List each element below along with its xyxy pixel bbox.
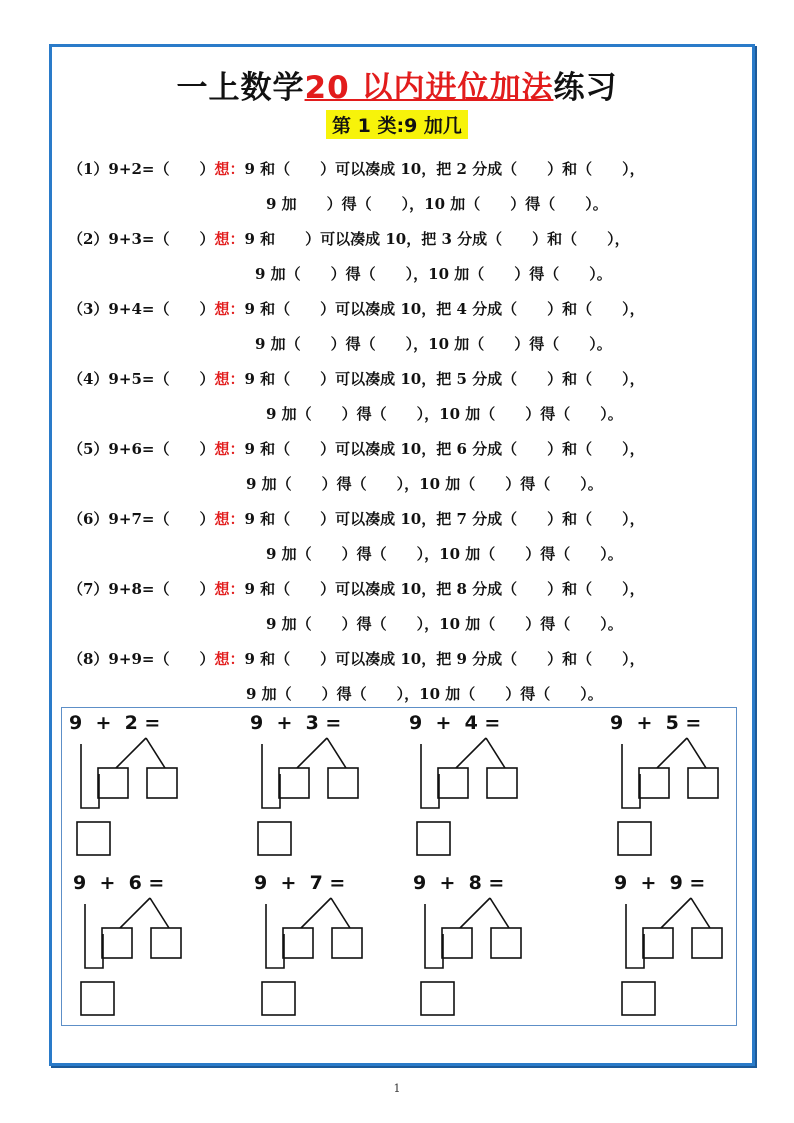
answer-box[interactable] [417,822,450,855]
title-suffix: 练习 [553,70,618,106]
exercise-line-a: 9 和（ ）可以凑成 10，把 7 分成（ ）和（ ）， [244,510,645,528]
exercise-line-b: 9 加（ ）得（ ），10 加（ ）得（ ）。 [255,335,612,353]
exercise-line-a: 9 和（ ）可以凑成 10，把 9 分成（ ）和（ ）， [244,650,645,668]
question-text: （2）9+3=（ ） [68,230,215,248]
exercise-question [68,648,645,669]
exercise-line-a: 9 和（ ）可以凑成 10，把 2 分成（ ）和（ ）， [244,160,645,178]
diagram-lines [250,712,410,862]
diagram-equation: 9 + 6 = [73,872,165,894]
answer-box[interactable] [147,768,177,798]
answer-box[interactable] [688,768,718,798]
exercise-line-a: 9 和（ ）可以凑成 10，把 4 分成（ ）和（ ）， [244,300,645,318]
answer-box[interactable] [491,928,521,958]
exercise-line-b: 9 加（ ）得（ ），10 加（ ）得（ ）。 [246,475,603,493]
answer-box[interactable] [258,822,291,855]
question-text: （3）9+4=（ ） [68,300,215,318]
answer-box[interactable] [438,768,468,798]
answer-box[interactable] [622,982,655,1015]
exercise-line-a: 9 和（ ）可以凑成 10，把 5 分成（ ）和（ ）， [244,370,645,388]
decomposition-diagram [610,712,770,862]
exercise-line-b: 9 加（ ）得（ ），10 加（ ）得（ ）。 [255,265,612,283]
think-label: 想： [214,650,245,668]
think-label: 想： [214,160,245,178]
diagram-equation: 9 + 4 = [409,712,501,734]
decomposition-diagram [614,872,774,1022]
answer-box[interactable] [618,822,651,855]
exercise-line-a: 9 和（ ）可以凑成 10，把 6 分成（ ）和（ ）， [244,440,645,458]
answer-box[interactable] [151,928,181,958]
exercise-line-b: 9 加（ ）得（ ），10 加（ ）得（ ）。 [246,685,603,703]
answer-box[interactable] [643,928,673,958]
think-label: 想： [214,230,245,248]
answer-box[interactable] [81,982,114,1015]
question-text: （8）9+9=（ ） [68,650,215,668]
diagram-equation: 9 + 8 = [413,872,505,894]
title-prefix: 一上数学 [176,70,305,106]
question-text: （6）9+7=（ ） [68,510,215,528]
decomposition-diagram [413,872,573,1022]
question-text: （7）9+8=（ ） [68,580,215,598]
exercise-line-a: 9 和 ）可以凑成 10，把 3 分成（ ）和（ ）， [244,230,630,248]
decomposition-diagram [409,712,569,862]
answer-box[interactable] [487,768,517,798]
exercise-question [68,158,645,179]
diagram-equation: 9 + 3 = [250,712,342,734]
think-label: 想： [214,370,245,388]
think-label: 想： [214,580,245,598]
title-highlight: 20 以内进位加法 [304,70,554,106]
answer-box[interactable] [421,982,454,1015]
answer-box[interactable] [77,822,110,855]
decomposition-diagram [254,872,414,1022]
think-label: 想： [214,510,245,528]
answer-box[interactable] [98,768,128,798]
diagram-equation: 9 + 7 = [254,872,346,894]
answer-box[interactable] [692,928,722,958]
decomposition-diagram [69,712,229,862]
diagram-lines [73,872,233,1022]
diagram-equation: 9 + 5 = [610,712,702,734]
answer-box[interactable] [332,928,362,958]
answer-box[interactable] [262,982,295,1015]
exercise-line-b: 9 加（ ）得（ ），10 加（ ）得（ ）。 [266,405,623,423]
exercise-line-b: 9 加（ ）得（ ），10 加（ ）得（ ）。 [266,615,623,633]
think-label: 想： [214,300,245,318]
answer-box[interactable] [279,768,309,798]
diagram-lines [610,712,770,862]
exercise-question [68,578,645,599]
diagram-lines [413,872,573,1022]
decomposition-diagram [73,872,233,1022]
exercise-question [68,438,645,459]
exercise-question [68,508,645,529]
answer-box[interactable] [639,768,669,798]
diagram-lines [69,712,229,862]
exercise-line-b: 9 加 ）得（ ），10 加（ ）得（ ）。 [266,195,608,213]
diagram-lines [409,712,569,862]
diagram-equation: 9 + 2 = [69,712,161,734]
question-text: （1）9+2=（ ） [68,160,215,178]
exercise-question [68,298,645,319]
answer-box[interactable] [102,928,132,958]
page-title [0,62,794,107]
subtitle-text: 第 1 类:9 加几 [326,110,468,139]
diagram-lines [254,872,414,1022]
exercise-line-b: 9 加（ ）得（ ），10 加（ ）得（ ）。 [266,545,623,563]
diagram-equation: 9 + 9 = [614,872,706,894]
decomposition-diagram [250,712,410,862]
exercise-question [68,228,630,249]
think-label: 想： [214,440,245,458]
answer-box[interactable] [328,768,358,798]
answer-box[interactable] [283,928,313,958]
question-text: （5）9+6=（ ） [68,440,215,458]
diagram-lines [614,872,774,1022]
page-number: 1 [393,1082,401,1095]
exercise-question [68,368,645,389]
exercise-line-a: 9 和（ ）可以凑成 10，把 8 分成（ ）和（ ）， [244,580,645,598]
question-text: （4）9+5=（ ） [68,370,215,388]
subtitle [0,110,794,139]
answer-box[interactable] [442,928,472,958]
